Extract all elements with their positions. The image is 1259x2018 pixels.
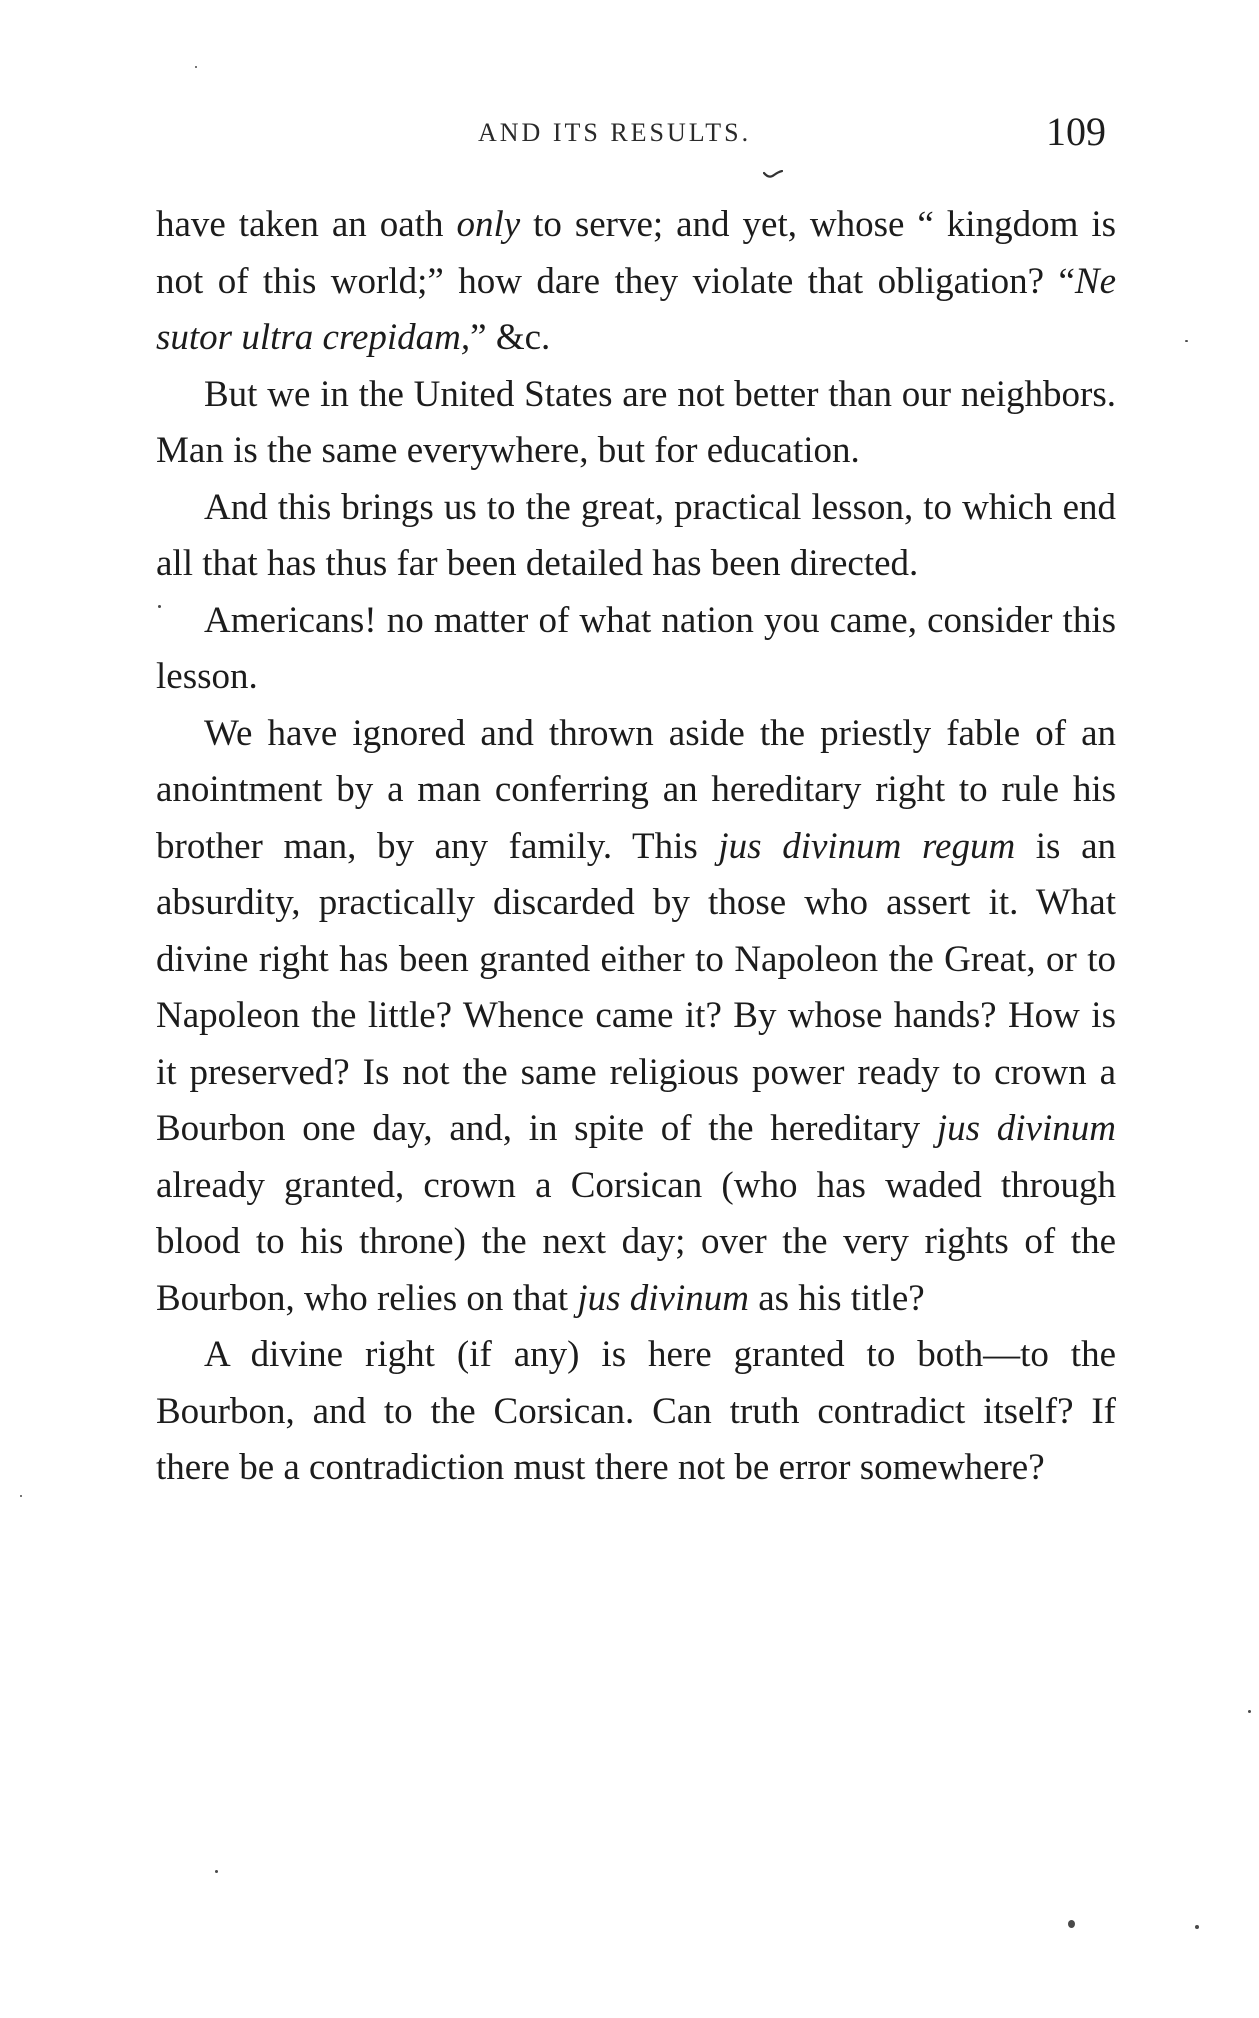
text-run: ” &c.: [470, 317, 551, 358]
paragraph: [156, 367, 1116, 480]
paragraph: [156, 197, 1116, 367]
text-run: to serve; and yet, whose “ kingdom is not of this world;” how dare they violate that obligation? “: [156, 204, 1117, 302]
scan-speck: [1068, 1920, 1075, 1928]
paragraph: [156, 1327, 1116, 1497]
text-run: But we in the United States are not better than our neighbors. Man is the same everywhere, but for education.: [156, 373, 1116, 471]
text-run: already granted, crown a Corsican (who has waded through blood to his throne) the next day; over the very rights of the Bourbon, who relies on that: [156, 1164, 1116, 1319]
italic-phrase: Ne sutor ultra crepidam,: [156, 260, 1116, 358]
scan-speck: [158, 605, 161, 608]
scan-speck: [195, 66, 197, 68]
scan-speck: [1248, 1710, 1251, 1713]
scan-speck: [20, 1495, 22, 1497]
paragraph: [156, 593, 1116, 706]
text-run: And this brings us to the great, practical lesson, to which end all that has thus far been detailed has been directed.: [156, 486, 1116, 584]
paragraph: [156, 706, 1116, 1328]
text-run: have taken an oath: [156, 204, 457, 245]
text-run: We have ignored and thrown aside the priestly fable of an anointment by a man conferring an hereditary right to rule his brother man, by any family. This: [156, 712, 1116, 867]
text-run: is an absurdity, practically discarded by those who assert it. What divine right has been granted either to Napoleon the Great, or to Napoleon the little? Whence came it? By whose hands? How is it preserved? Is not the same religious power ready to crown a Bourbon one day, and, in spite of the hereditary: [156, 825, 1116, 1149]
body-text: [156, 197, 1116, 1497]
scan-speck: [1195, 1925, 1199, 1929]
text-run: A divine right (if any) is here granted to both—to the Bourbon, and to the Corsican. Can truth contradict itself? If there be a contradiction must there not be error somewhere?: [156, 1334, 1116, 1488]
running-head: AND ITS RESULTS.: [478, 118, 752, 147]
italic-phrase: jus divinum regum: [718, 825, 1016, 867]
text-run: as his title?: [748, 1277, 925, 1319]
italic-phrase: jus divinum: [936, 1108, 1116, 1149]
text-run: Americans! no matter of what nation you came, consider this lesson.: [156, 599, 1116, 697]
italic-phrase: jus divinum: [577, 1277, 749, 1319]
scan-speck: [215, 1870, 218, 1873]
page-number: 109: [1046, 109, 1106, 154]
printer-flourish-icon: [763, 170, 783, 180]
italic-phrase: only: [456, 204, 521, 245]
scan-speck: [1185, 340, 1188, 342]
paragraph: [156, 480, 1116, 593]
